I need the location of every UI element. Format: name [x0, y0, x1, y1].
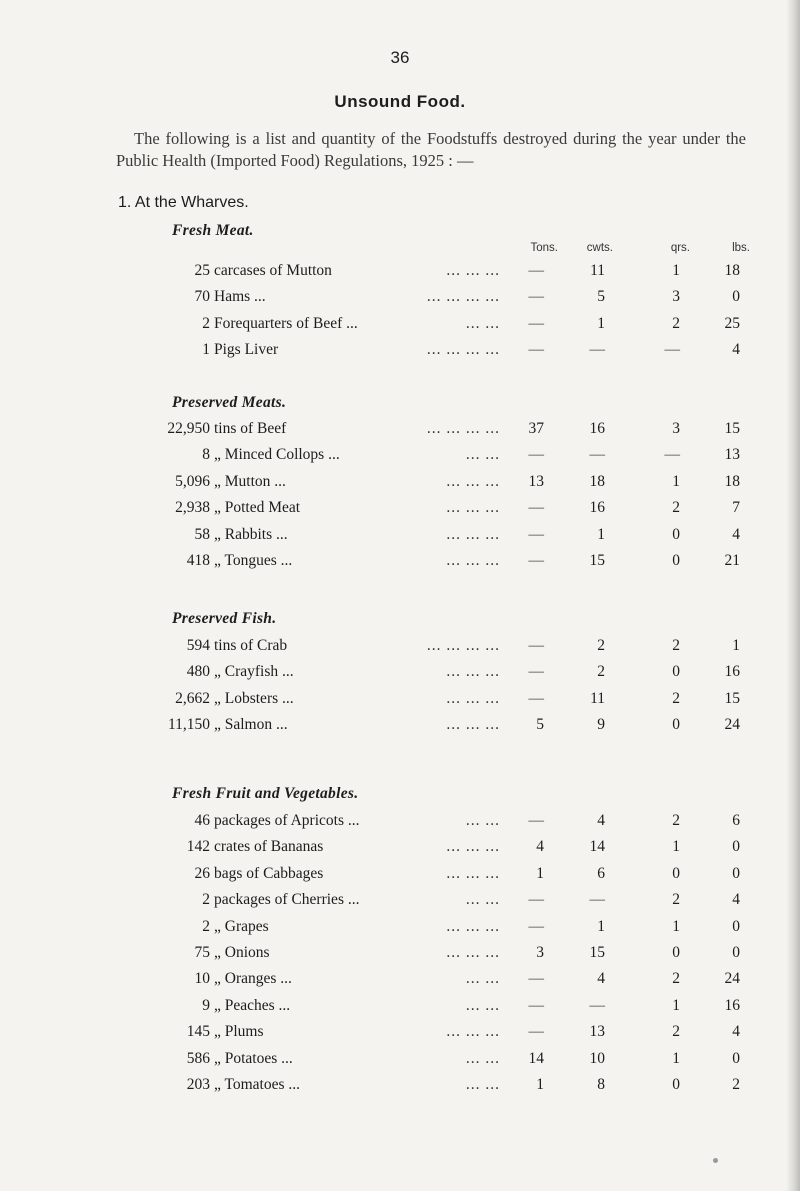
cell-qrs: 3	[672, 288, 680, 306]
cell-qrs: 2	[672, 970, 680, 988]
table-row	[0, 552, 800, 578]
row-leader-dots: ... ... ...	[446, 917, 500, 935]
table-row	[0, 1050, 800, 1076]
cell-cwts: 9	[597, 716, 605, 734]
row-quantity: 2,662	[175, 689, 210, 707]
cell-cwts: 6	[597, 864, 605, 882]
table-row	[0, 918, 800, 944]
cell-tons: 13	[528, 472, 544, 490]
cell-qrs: 1	[672, 472, 680, 490]
row-leader-dots: ... ... ... ...	[426, 341, 500, 359]
cell-qrs: 1	[672, 262, 680, 279]
row-leader-dots: ... ... ...	[446, 838, 500, 856]
cell-tons: 3	[536, 944, 544, 961]
row-item: „ Potatoes ...	[214, 1049, 293, 1067]
cell-qrs: 0	[672, 1076, 680, 1093]
table-row	[0, 865, 800, 891]
cell-lbs: 24	[724, 716, 740, 734]
row-quantity: 2	[202, 891, 210, 909]
row-leader-dots: ... ... ...	[446, 499, 500, 517]
row-quantity: 58	[194, 525, 210, 543]
cell-lbs: 0	[732, 838, 740, 856]
cell-qrs: —	[664, 446, 680, 464]
table-row	[0, 526, 800, 552]
intro-paragraph: The following is a list and quantity of the Foodstuffs destroyed during the year under the Public Health (Imported Food) Regulations, 1925 : —	[116, 129, 746, 170]
table-row	[0, 473, 800, 499]
cell-cwts: 1	[597, 314, 605, 332]
cell-lbs: 0	[732, 944, 740, 961]
cell-tons: 37	[528, 420, 544, 437]
cell-cwts: —	[589, 446, 605, 464]
cell-lbs: 4	[732, 1023, 740, 1041]
row-item: „ Rabbits ...	[214, 525, 288, 543]
table-row	[0, 997, 800, 1023]
table-row	[0, 499, 800, 525]
table-row	[0, 341, 800, 367]
row-item: „ Peaches ...	[214, 996, 291, 1014]
row-leader-dots: ... ... ... ...	[426, 420, 500, 437]
row-item: „ Lobsters ...	[214, 689, 294, 707]
cell-tons: —	[528, 663, 544, 681]
column-header-lbs: lbs.	[732, 242, 750, 254]
row-quantity: 594	[186, 637, 210, 654]
group-heading: Preserved Meats.	[172, 394, 287, 411]
row-leader-dots: ... ...	[465, 812, 500, 829]
cell-qrs: 1	[672, 1049, 680, 1067]
cell-cwts: 11	[590, 689, 605, 707]
row-item: „ Tomatoes ...	[214, 1076, 301, 1093]
row-leader-dots: ... ... ... ...	[426, 637, 500, 654]
row-quantity: 586	[186, 1049, 210, 1067]
cell-tons: —	[528, 689, 544, 707]
row-leader-dots: ... ...	[465, 314, 500, 332]
cell-qrs: 1	[672, 838, 680, 856]
row-leader-dots: ... ...	[465, 1049, 500, 1067]
table-row	[0, 838, 800, 864]
cell-cwts: 14	[589, 838, 605, 856]
table-row	[0, 690, 800, 716]
column-header-cwts: cwts.	[586, 242, 613, 254]
row-item: „ Mutton ...	[214, 472, 286, 490]
cell-tons: —	[528, 1023, 544, 1041]
row-quantity: 11,150	[167, 716, 210, 734]
row-item: bags of Cabbages	[214, 864, 324, 882]
cell-lbs: 4	[732, 525, 740, 543]
cell-cwts: 2	[597, 663, 605, 681]
table-row	[0, 944, 800, 970]
cell-lbs: 1	[732, 637, 740, 654]
cell-qrs: 2	[672, 637, 680, 654]
row-quantity: 203	[186, 1076, 210, 1093]
column-header-qrs: qrs.	[670, 242, 690, 254]
row-leader-dots: ... ...	[465, 1076, 500, 1093]
table-row	[0, 446, 800, 472]
cell-cwts: 15	[589, 944, 605, 961]
row-quantity: 22,950	[167, 420, 210, 437]
row-item: „ Oranges ...	[214, 970, 292, 988]
section-heading: 1. At the Wharves.	[118, 194, 249, 211]
row-leader-dots: ... ...	[465, 446, 500, 464]
cell-lbs: 16	[724, 996, 740, 1014]
cell-lbs: 18	[724, 472, 740, 490]
table-row	[0, 1023, 800, 1049]
row-leader-dots: ... ... ...	[446, 472, 500, 490]
column-header-tons: Tons.	[530, 242, 558, 254]
cell-qrs: 0	[672, 552, 680, 569]
table-row	[0, 420, 800, 446]
row-leader-dots: ... ... ...	[446, 262, 500, 279]
cell-qrs: 0	[672, 716, 680, 734]
cell-cwts: 16	[589, 499, 605, 517]
row-item: „ Plums	[214, 1023, 264, 1041]
row-quantity: 75	[194, 944, 210, 961]
cell-cwts: 4	[597, 970, 605, 988]
cell-qrs: 2	[672, 891, 680, 909]
row-leader-dots: ... ... ...	[446, 663, 500, 681]
row-quantity: 2,938	[175, 499, 210, 517]
cell-tons: —	[528, 341, 544, 359]
cell-cwts: 16	[589, 420, 605, 437]
row-leader-dots: ... ... ...	[446, 552, 500, 569]
cell-qrs: 0	[672, 864, 680, 882]
cell-tons: —	[528, 499, 544, 517]
row-leader-dots: ... ...	[465, 996, 500, 1014]
cell-qrs: 2	[672, 812, 680, 829]
row-item: tins of Beef	[214, 420, 287, 437]
table-row	[0, 315, 800, 341]
table-row	[0, 716, 800, 742]
row-quantity: 26	[194, 864, 210, 882]
cell-tons: —	[528, 996, 544, 1014]
cell-cwts: 18	[589, 472, 605, 490]
cell-qrs: 2	[672, 314, 680, 332]
cell-tons: 1	[536, 864, 544, 882]
cell-lbs: 0	[732, 288, 740, 306]
cell-qrs: 0	[672, 663, 680, 681]
row-item: Forequarters of Beef ...	[214, 314, 358, 332]
paper-speck	[713, 1158, 718, 1163]
cell-lbs: 4	[732, 341, 740, 359]
page-title: Unsound Food.	[334, 92, 466, 111]
cell-tons: —	[528, 262, 544, 279]
table-row	[0, 1076, 800, 1102]
cell-qrs: —	[664, 341, 680, 359]
cell-lbs: 13	[724, 446, 740, 464]
row-item: carcases of Mutton	[214, 262, 332, 279]
row-quantity: 5,096	[175, 472, 210, 490]
cell-lbs: 0	[732, 1049, 740, 1067]
table-row	[0, 812, 800, 838]
table-row	[0, 262, 800, 288]
cell-tons: 1	[536, 1076, 544, 1093]
cell-lbs: 7	[732, 499, 740, 517]
cell-cwts: 11	[590, 262, 605, 279]
group-heading: Fresh Meat.	[172, 222, 254, 239]
cell-cwts: 10	[589, 1049, 605, 1067]
table-row	[0, 288, 800, 314]
row-item: Hams ...	[214, 288, 266, 306]
cell-tons: —	[528, 314, 544, 332]
row-leader-dots: ... ... ...	[446, 716, 500, 734]
row-leader-dots: ... ... ...	[446, 525, 500, 543]
row-quantity: 70	[194, 288, 210, 306]
cell-tons: —	[528, 525, 544, 543]
table-row	[0, 891, 800, 917]
cell-cwts: 5	[597, 288, 605, 306]
row-item: Pigs Liver	[214, 341, 279, 359]
cell-qrs: 1	[672, 996, 680, 1014]
cell-qrs: 2	[672, 689, 680, 707]
row-item: tins of Crab	[214, 637, 288, 654]
cell-lbs: 21	[724, 552, 740, 569]
row-leader-dots: ... ... ...	[446, 944, 500, 961]
row-leader-dots: ... ... ...	[446, 864, 500, 882]
cell-cwts: 1	[597, 525, 605, 543]
row-leader-dots: ... ... ...	[446, 689, 500, 707]
row-item: „ Potted Meat	[214, 499, 301, 517]
row-quantity: 480	[186, 663, 210, 681]
cell-qrs: 2	[672, 1023, 680, 1041]
cell-lbs: 15	[724, 420, 740, 437]
cell-cwts: 13	[589, 1023, 605, 1041]
cell-lbs: 6	[732, 812, 740, 829]
cell-tons: —	[528, 917, 544, 935]
row-quantity: 2	[202, 917, 210, 935]
row-quantity: 10	[194, 970, 210, 988]
cell-cwts: 4	[597, 812, 605, 829]
row-leader-dots: ... ...	[465, 891, 500, 909]
row-quantity: 8	[202, 446, 210, 464]
page-number: 36	[390, 48, 410, 67]
row-item: packages of Apricots ...	[214, 812, 360, 829]
cell-lbs: 18	[724, 262, 740, 279]
cell-cwts: 15	[589, 552, 605, 569]
cell-qrs: 2	[672, 499, 680, 517]
table-row	[0, 663, 800, 689]
cell-cwts: 2	[597, 637, 605, 654]
cell-qrs: 0	[672, 525, 680, 543]
cell-lbs: 0	[732, 917, 740, 935]
cell-tons: 4	[536, 838, 544, 856]
cell-qrs: 1	[672, 917, 680, 935]
row-quantity: 145	[186, 1023, 210, 1041]
cell-tons: —	[528, 637, 544, 654]
row-item: „ Minced Collops ...	[214, 446, 340, 464]
row-quantity: 9	[202, 996, 210, 1014]
group-heading: Fresh Fruit and Vegetables.	[172, 785, 359, 802]
cell-lbs: 2	[732, 1076, 740, 1093]
cell-tons: —	[528, 891, 544, 909]
cell-cwts: —	[589, 341, 605, 359]
cell-lbs: 15	[724, 689, 740, 707]
cell-cwts: —	[589, 891, 605, 909]
table-row	[0, 970, 800, 996]
row-quantity: 2	[202, 314, 210, 332]
table-row	[0, 637, 800, 663]
row-item: „ Crayfish ...	[214, 663, 294, 681]
cell-lbs: 16	[724, 663, 740, 681]
row-quantity: 142	[186, 838, 210, 856]
cell-cwts: —	[589, 996, 605, 1014]
cell-tons: 5	[536, 716, 544, 734]
cell-lbs: 4	[732, 891, 740, 909]
cell-tons: —	[528, 970, 544, 988]
row-item: „ Onions	[214, 944, 270, 961]
row-quantity: 46	[194, 812, 210, 829]
row-item: „ Salmon ...	[214, 716, 288, 734]
row-leader-dots: ... ...	[465, 970, 500, 988]
cell-tons: —	[528, 812, 544, 829]
group-heading: Preserved Fish.	[172, 610, 277, 627]
row-item: „ Tongues ...	[214, 552, 293, 569]
row-quantity: 418	[186, 552, 210, 569]
row-item: packages of Cherries ...	[214, 891, 360, 909]
row-quantity: 25	[194, 262, 210, 279]
row-item: „ Grapes	[214, 917, 269, 935]
cell-lbs: 25	[724, 314, 740, 332]
cell-qrs: 3	[672, 420, 680, 437]
cell-tons: —	[528, 288, 544, 306]
row-item: crates of Bananas	[214, 838, 324, 856]
cell-cwts: 8	[597, 1076, 605, 1093]
row-quantity: 1	[202, 341, 210, 359]
row-leader-dots: ... ... ...	[446, 1023, 500, 1041]
cell-tons: 14	[528, 1049, 544, 1067]
cell-tons: —	[528, 552, 544, 569]
cell-qrs: 0	[672, 944, 680, 961]
cell-lbs: 24	[724, 970, 740, 988]
cell-tons: —	[528, 446, 544, 464]
row-leader-dots: ... ... ... ...	[426, 288, 500, 306]
cell-cwts: 1	[597, 917, 605, 935]
cell-lbs: 0	[732, 864, 740, 882]
